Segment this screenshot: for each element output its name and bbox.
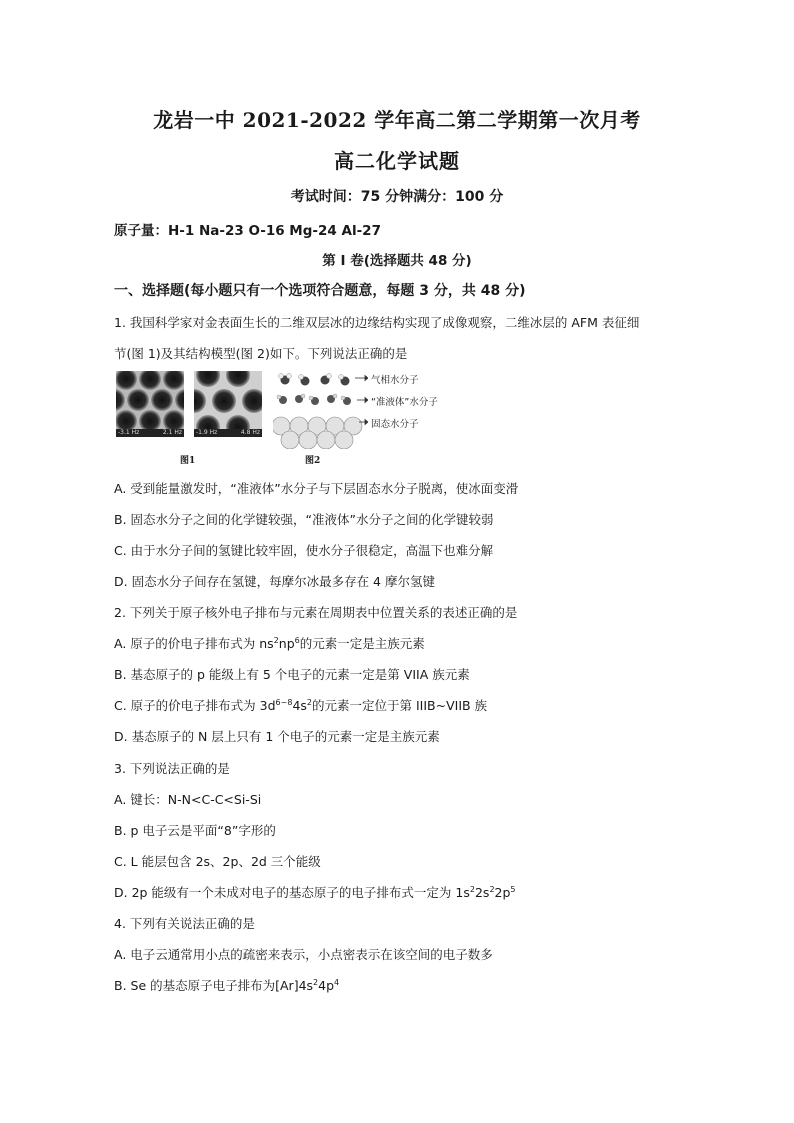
label-solid-water: 固态水分子 [371, 419, 419, 430]
q4-option-b: B. Se 的基态原子电子排布为$[Ar]4s^24p^4$ [114, 977, 340, 993]
label-gas-water: 气相水分子 [371, 375, 419, 386]
exam-subtitle: 高二化学试题 [334, 149, 460, 173]
q1-option-b: B. 固态水分子之间的化学键较强，“准液体”水分子之间的化学键较弱 [114, 512, 494, 527]
q2-option-b: B. 基态原子的 p 能级上有 5 个电子的元素一定是第 VIIA 族元素 [114, 667, 470, 682]
q3-option-d: D. 2p 能级有一个未成对电子的基态原子的电子排布式一定为 $1s^22s^22p^5$ [114, 884, 516, 900]
exam-info: 考试时间：75 分钟满分：100 分 [290, 189, 504, 205]
afm-image-1: -3.1 Hz 2.1 Hz [116, 371, 184, 437]
q3-option-a: A. 键长：N-N<C-C<Si-Si [114, 792, 262, 807]
q1-option-d: D. 固态水分子间存在氢键，每摩尔冰最多存在 4 摩尔氢键 [114, 574, 435, 589]
structure-model [273, 371, 368, 449]
q2-option-c: C. 原子的价电子排布式为 $3d^{6\sim 8}4s^2$的元素一定位于第 IIIB~VIIB 族 [114, 697, 488, 713]
q3-option-b: B. p 电子云是平面“8”字形的 [114, 823, 276, 838]
q1-option-a: A. 受到能量激发时，“准液体”水分子与下层固态水分子脱离，使冰面变滑 [114, 481, 519, 496]
volume-heading: 第 I 卷(选择题共 48 分) [322, 253, 472, 269]
exam-title: 龙岩一中 2021-2022 学年高二第二学期第一次月考 [153, 108, 641, 132]
q1-figure [114, 371, 474, 466]
q3-option-c: C. L 能层包含 2s、2p、2d 三个能级 [114, 854, 321, 869]
afm-image-2: -1.9 Hz 4.8 Hz [194, 371, 262, 437]
q1-stem-line1: 1. 我国科学家对金表面生长的二维双层冰的边缘结构实现了成像观察，二维冰层的 AFM 表征细 [114, 315, 640, 330]
q2-option-a: A. 原子的价电子排布式为 $ns^2np^6$的元素一定是主族元素 [114, 635, 425, 651]
atomic-mass: 原子量：H-1 Na-23 O-16 Mg-24 Al-27 [114, 223, 381, 239]
q4-stem: 4. 下列有关说法正确的是 [114, 916, 255, 931]
figure-1-caption: 图1 [180, 456, 196, 466]
q2-option-d: D. 基态原子的 N 层上只有 1 个电子的元素一定是主族元素 [114, 729, 440, 744]
q2-stem: 2. 下列关于原子核外电子排布与元素在周期表中位置关系的表述正确的是 [114, 605, 518, 620]
q4-option-a: A. 电子云通常用小点的疏密来表示，小点密表示在该空间的电子数多 [114, 947, 493, 962]
q1-option-c: C. 由于水分子间的氢键比较牢固，使水分子很稳定，高温下也难分解 [114, 543, 494, 558]
section-heading: 一、选择题(每小题只有一个选项符合题意，每题 3 分，共 48 分) [114, 283, 526, 299]
q3-stem: 3. 下列说法正确的是 [114, 761, 230, 776]
label-quasi-liquid-water: “准液体”水分子 [371, 397, 438, 408]
figure-2-caption: 图2 [305, 456, 321, 466]
q1-stem-line2: 节(图 1)及其结构模型(图 2)如下。下列说法正确的是 [114, 346, 408, 361]
